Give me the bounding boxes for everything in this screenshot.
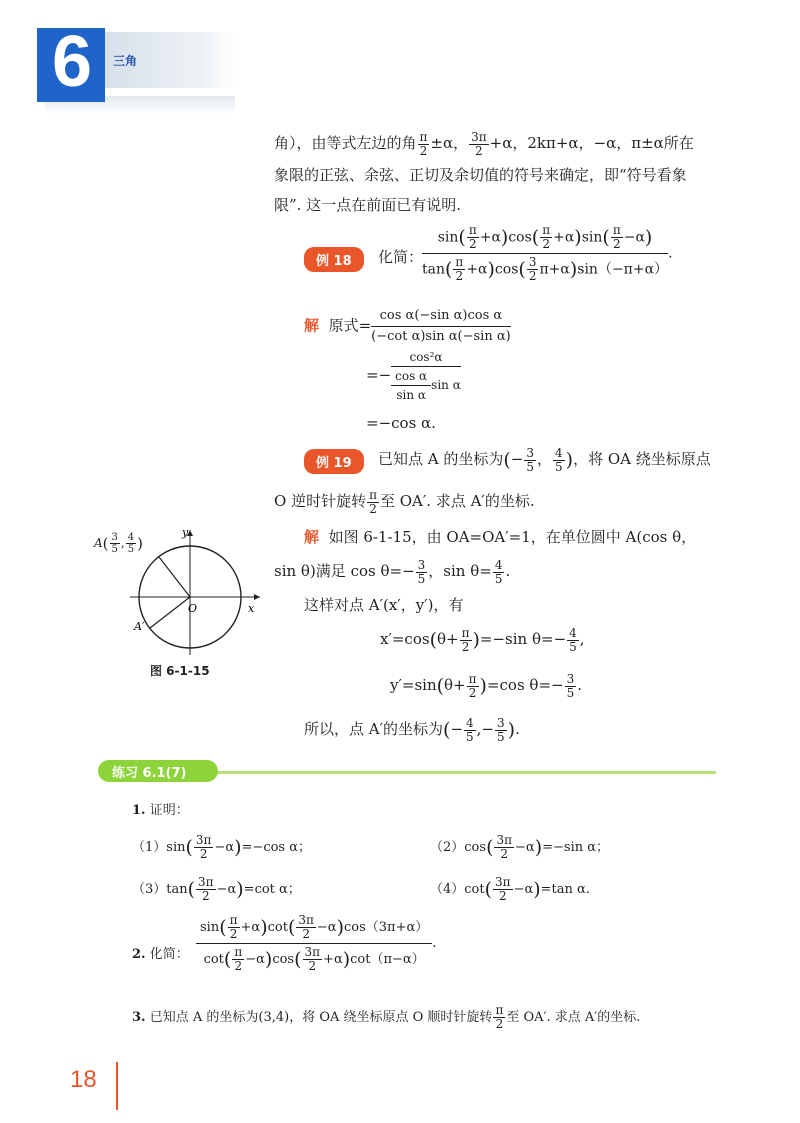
chapter-number: 6 — [52, 22, 93, 102]
solution-18-line-1: 解 原式= $\frac{\text{cos α(−sin α)cos α}}{\text{(−cot α)sin α(−sin α)}}$ — [304, 308, 511, 344]
fraction-3pi-over-2: $\frac{3\pi}{2}$ — [471, 129, 487, 158]
page-number-divider — [116, 1062, 118, 1110]
question-1: 1. 证明： — [132, 803, 189, 818]
example-19-line-1: 已知点 A 的坐标为(− $\frac{3}{5}$ ， $\frac{4}{5}$ )，将 OA 绕坐标原点 — [378, 445, 711, 474]
solution-18-line-2: =− cos²α $\frac{\text{cos α}}{\text{sin α}}$ sin α — [366, 350, 461, 402]
question-3: 3. 已知点 A 的坐标为(3,4)，将 OA 绕坐标原点 O 顺时针旋转 $\frac{\pi}{2}$ 至 OA′. 求点 A′的坐标. — [132, 1003, 641, 1031]
figure-caption: 图 6-1-15 — [150, 664, 210, 678]
intro-line-2: 象限的正弦、余弦、正切及余切值的符号来确定，即“符号看象 — [274, 166, 687, 184]
solution-19-y-equation: y′=sin(θ+ $\frac{\pi}{2}$ )=cos θ=− $\frac{3}{5}$ . — [390, 671, 583, 700]
question-2-expression: sin( $\frac{\pi}{2}$ +α)cot( $\frac{3\pi}{2}$ −α)cos（3π+α） cot( $\frac{\pi}{2}$ −α)cos( $\frac{3\pi}{2}$ +α)cot（π−α） . — [196, 914, 436, 973]
question-1-part-1: （1）sin( $\frac{3\pi}{2}$ −α)=−cos α； — [132, 833, 312, 861]
solution-19-conclusion: 所以，点 A′的坐标为(− $\frac{4}{5}$ ,− $\frac{3}{5}$ ). — [304, 715, 520, 744]
example-18-prompt: 化简： — [378, 248, 424, 266]
example-19-badge: 例 19 — [304, 449, 364, 474]
solution-19-line-3: 这样对点 A′(x′，y′)，有 — [304, 596, 464, 614]
segment-oa-prime — [150, 597, 190, 628]
exercise-divider — [200, 771, 716, 774]
solution-18-line-3: =−cos α. — [366, 414, 436, 432]
x-axis-arrow-icon — [254, 594, 260, 600]
segment-oa — [159, 557, 190, 597]
solution-19-line-2: sin θ)满足 cos θ=− $\frac{3}{5}$ ，sin θ= $\frac{4}{5}$ . — [274, 557, 511, 586]
label-a-coordinates: A( $\frac{3}{5}$ , $\frac{4}{5}$ ) — [94, 532, 143, 555]
example-19-line-2: O 逆时针旋转 $\frac{\pi}{2}$ 至 OA′. 求点 A′的坐标. — [274, 487, 535, 516]
solution-19-line-1: 解 如图 6-1-15，由 OA=OA′=1，在单位圆中 A(cos θ， — [304, 528, 697, 546]
label-x: x — [248, 602, 255, 615]
exercise-title: 练习 6.1(7) — [112, 766, 187, 781]
intro-text: 角），由等式左边的角 — [274, 134, 417, 152]
example-18-expression: sin( $\frac{\pi}{2}$ +α)cos( $\frac{\pi}{2}$ +α)sin( $\frac{\pi}{2}$ −α) tan( $\frac{\pi}{2}$ +α)cos( $\frac{3}{2}$ π+α)sin（−π+α） . — [422, 223, 673, 283]
intro-line-3: 限”. 这一点在前面已有说明. — [274, 196, 461, 214]
fraction-pi-over-2: $\frac{\pi}{2}$ — [419, 129, 428, 158]
label-o: O — [188, 602, 198, 615]
intro-line-1: 角），由等式左边的角 $\frac{\pi}{2}$ ±α， $\frac{3\pi}{2}$ +α，2kπ+α，−α，π±α所在 — [274, 129, 694, 158]
question-1-part-3: （3）tan( $\frac{3\pi}{2}$ −α)=cot α； — [132, 875, 301, 903]
question-1-part-4: （4）cot( $\frac{3\pi}{2}$ −α)=tan α. — [430, 875, 590, 903]
label-y: y — [182, 526, 189, 539]
page-number: 18 — [70, 1066, 97, 1093]
example-18-badge: 例 18 — [304, 247, 364, 272]
chapter-title: 三角 — [113, 54, 138, 68]
label-a-prime: A′ — [134, 620, 145, 633]
question-1-part-2: （2）cos( $\frac{3\pi}{2}$ −α)=−sin α； — [430, 833, 610, 861]
question-2-label: 2. 化简： — [132, 947, 189, 962]
solution-19-x-equation: x′=cos(θ+ $\frac{\pi}{2}$ )=−sin θ=− $\frac{4}{5}$ , — [380, 625, 585, 654]
